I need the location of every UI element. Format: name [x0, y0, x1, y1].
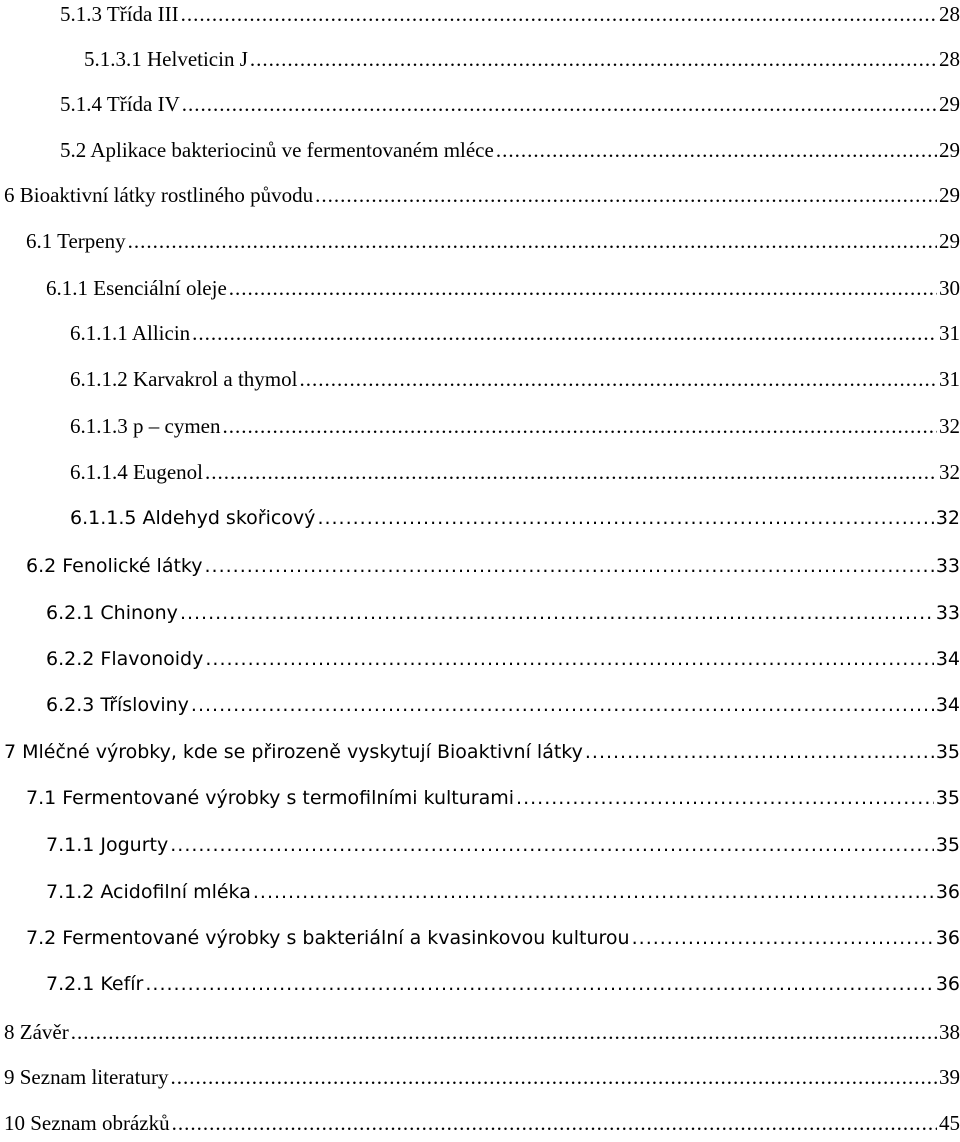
- dot-leader: [250, 47, 937, 72]
- toc-entry-title: 7.2.1 Kefír: [46, 973, 144, 995]
- dot-leader: [317, 507, 933, 529]
- toc-entry-title: 7.1 Fermentované výrobky s termofilními kulturami: [26, 787, 515, 809]
- toc-entry-title: 10 Seznam obrázků: [4, 1111, 170, 1135]
- dot-leader: [229, 276, 937, 301]
- toc-entry[interactable]: [0, 138, 960, 168]
- dot-leader: [71, 1020, 937, 1045]
- toc-entry-title: 7.2 Fermentované výrobky s bakteriální a kvasinkovou kulturou: [26, 927, 630, 949]
- toc-entry-title: 7.1.1 Jogurty: [46, 834, 169, 856]
- dot-leader: [170, 834, 934, 856]
- dot-leader: [496, 138, 937, 163]
- toc-entry-title: 5.1.3.1 Helveticin J: [84, 47, 248, 71]
- toc-entry-title: 6.2.2 Flavonoidy: [46, 648, 204, 670]
- toc-entry[interactable]: [0, 555, 960, 585]
- toc-entry-title: 6.1 Terpeny: [26, 229, 126, 253]
- toc-entry-page: 36: [935, 881, 960, 903]
- toc-entry-page: 31: [939, 321, 960, 345]
- toc-entry[interactable]: [0, 507, 960, 537]
- dot-leader: [172, 1111, 937, 1136]
- dot-leader: [222, 414, 937, 439]
- toc-entry-title: 6.2.1 Chinony: [46, 602, 178, 624]
- toc-entry[interactable]: [0, 741, 960, 771]
- toc-entry[interactable]: [0, 927, 960, 957]
- dot-leader: [181, 2, 937, 27]
- toc-entry-page: 32: [939, 414, 960, 438]
- toc-entry-title: 6.1.1 Esenciální oleje: [46, 276, 227, 300]
- toc-entry-title: 6.1.1.4 Eugenol: [70, 460, 203, 484]
- toc-entry[interactable]: [0, 973, 960, 1003]
- toc-entry-page: 38: [939, 1020, 960, 1044]
- dot-leader: [170, 1065, 937, 1090]
- toc-entry-title: 6.1.1.5 Aldehyd skořicový: [70, 507, 316, 529]
- toc-entry-title: 6.2.3 Třísloviny: [46, 694, 189, 716]
- dot-leader: [145, 973, 933, 995]
- toc-entry[interactable]: [0, 648, 960, 678]
- toc-entry-page: 28: [939, 2, 960, 26]
- dot-leader: [632, 927, 934, 949]
- toc-entry[interactable]: [0, 1111, 960, 1141]
- toc-entry[interactable]: [0, 787, 960, 817]
- toc-entry[interactable]: [0, 602, 960, 632]
- toc-entry-page: 34: [935, 648, 960, 670]
- dot-leader: [299, 367, 937, 392]
- toc-entry[interactable]: [0, 229, 960, 259]
- toc-entry-title: 6.1.1.1 Allicin: [70, 321, 191, 345]
- toc-entry-page: 35: [935, 834, 960, 856]
- toc-entry-page: 35: [935, 787, 960, 809]
- toc-entry[interactable]: [0, 694, 960, 724]
- toc-entry[interactable]: [0, 92, 960, 122]
- toc-entry-title: 6.1.1.3 p – cymen: [70, 414, 221, 438]
- toc-entry-page: 30: [939, 276, 960, 300]
- dot-leader: [205, 648, 933, 670]
- toc-entry-title: 7.1.2 Acidofilní mléka: [46, 881, 251, 903]
- toc-entry-title: 6 Bioaktivní látky rostliného původu: [4, 183, 314, 207]
- dot-leader: [192, 321, 937, 346]
- dot-leader: [182, 92, 937, 117]
- toc-entry-title: 6.1.1.2 Karvakrol a thymol: [70, 367, 298, 391]
- toc-entry-page: 29: [939, 138, 960, 162]
- toc-entry-page: 32: [939, 460, 960, 484]
- toc-entry-page: 32: [935, 507, 960, 529]
- dot-leader: [315, 183, 937, 208]
- dot-leader: [205, 555, 934, 577]
- dot-leader: [205, 460, 937, 485]
- dot-leader: [128, 229, 937, 254]
- toc-entry[interactable]: [0, 183, 960, 213]
- toc-entry[interactable]: [0, 367, 960, 397]
- toc-entry[interactable]: [0, 47, 960, 77]
- toc-entry-page: 28: [939, 47, 960, 71]
- toc-entry-page: 36: [935, 973, 960, 995]
- toc-entry-title: 6.2 Fenolické látky: [26, 555, 203, 577]
- toc-entry[interactable]: [0, 2, 960, 32]
- toc-entry[interactable]: [0, 881, 960, 911]
- toc-entry[interactable]: [0, 321, 960, 351]
- toc-entry[interactable]: [0, 414, 960, 444]
- toc-entry[interactable]: [0, 1020, 960, 1050]
- dot-leader: [253, 881, 934, 903]
- dot-leader: [516, 787, 934, 809]
- toc-entry-page: 29: [939, 229, 960, 253]
- toc-entry-page: 35: [935, 741, 960, 763]
- toc-entry[interactable]: [0, 834, 960, 864]
- toc-entry-page: 33: [935, 602, 960, 624]
- toc-entry-title: 8 Závěr: [4, 1020, 69, 1044]
- toc-entry[interactable]: [0, 276, 960, 306]
- toc-entry[interactable]: [0, 460, 960, 490]
- toc-entry[interactable]: [0, 1065, 960, 1095]
- toc-entry-title: 9 Seznam literatury: [4, 1065, 169, 1089]
- toc-entry-page: 29: [939, 183, 960, 207]
- dot-leader: [585, 741, 934, 763]
- toc-entry-title: 5.1.3 Třída III: [60, 2, 179, 26]
- toc-entry-page: 33: [935, 555, 960, 577]
- toc-entry-page: 31: [939, 367, 960, 391]
- dot-leader: [180, 602, 934, 624]
- toc-entry-page: 36: [935, 927, 960, 949]
- toc-entry-title: 5.2 Aplikace bakteriocinů ve fermentovaném mléce: [60, 138, 494, 162]
- toc-entry-title: 5.1.4 Třída IV: [60, 92, 180, 116]
- toc-entry-title: 7 Mléčné výrobky, kde se přirozeně vyskytují Bioaktivní látky: [4, 741, 583, 763]
- toc-entry-page: 34: [935, 694, 960, 716]
- toc-entry-page: 39: [939, 1065, 960, 1089]
- toc-entry-page: 45: [939, 1111, 960, 1135]
- dot-leader: [191, 694, 934, 716]
- toc-entry-page: 29: [939, 92, 960, 116]
